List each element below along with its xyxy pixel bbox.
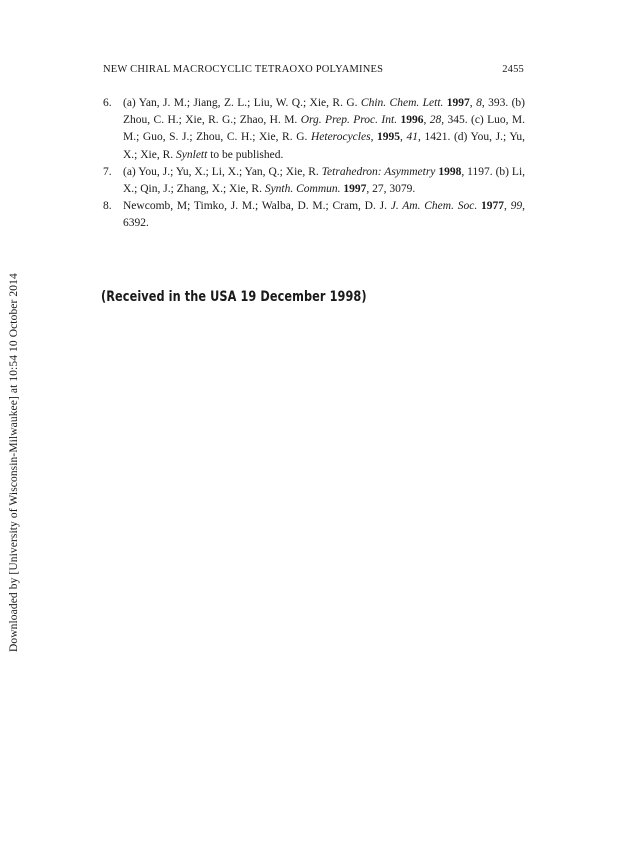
reference-number: 7. (103, 165, 112, 178)
reference-item (103, 198, 525, 232)
reference-segment: Chin. Chem. Lett. (360, 97, 444, 109)
running-head (103, 64, 524, 75)
reference-number: 8. (103, 200, 112, 213)
reference-segment: 8 (476, 97, 482, 109)
reference-number: 6. (103, 97, 112, 109)
reference-item (103, 95, 525, 164)
reference-segment: 1996 (400, 114, 424, 127)
reference-segment: J. Am. Chem. Soc. (390, 200, 478, 213)
reference-segment: , 1197. (b) Li, X.; Qin, J.; Zhang, X.; Xie, R. (123, 165, 526, 196)
reference-segment: , (370, 131, 378, 144)
reference-segment: (a) Yan, J. M.; Jiang, Z. L.; Liu, W. Q.; Xie, R. G. (123, 97, 361, 109)
reference-segment: Synlett (176, 148, 208, 161)
reference-segment: , 1421. (d) You, J.; Yu, X.; Xie, R. (123, 131, 525, 161)
reference-list (103, 95, 525, 233)
reference-segment: (a) You, J.; Yu, X.; Li, X.; Yan, Q.; Xie, R. (123, 165, 322, 178)
page-number: 2455 (502, 64, 524, 75)
reference-segment: , (469, 97, 477, 109)
reference-segment: 1995 (377, 131, 401, 144)
reference-segment: , 6392. (123, 200, 525, 230)
reference-segment: , (400, 131, 407, 144)
reference-text (123, 95, 525, 164)
reference-segment: to be published. (207, 148, 284, 161)
reference-segment: 41 (406, 131, 419, 144)
reference-segment: 1977 (480, 200, 504, 213)
reference-segment: , 393. (b) Zhou, C. H.; Xie, R. G.; Zhao, H. M. (123, 97, 525, 127)
reference-segment: , 345. (c) Luo, M. M.; Guo, S. J.; Zhou, C. H.; Xie, R. G. (123, 114, 526, 144)
reference-item (103, 164, 525, 198)
reference-segment: , 27, 3079. (366, 183, 416, 196)
download-watermark: Downloaded by [University of Wisconsin-Milwaukee] at 10:54 10 October 2014 (8, 273, 20, 652)
article-running-title: NEW CHIRAL MACROCYCLIC TETRAOXO POLYAMINES (103, 64, 384, 75)
reference-segment: Org. Prep. Proc. Int. (300, 114, 398, 127)
reference-segment: Newcomb, M; Timko, J. M.; Walba, D. M.; Cram, D. J. (123, 200, 391, 213)
reference-segment: 1998 (438, 165, 462, 178)
reference-segment: , (423, 114, 430, 127)
reference-segment: 28 (429, 114, 442, 127)
reference-segment: , (503, 200, 511, 213)
reference-segment: Tetrahedron: Asymmetry (321, 165, 436, 178)
reference-segment: Synth. Commun. (264, 183, 341, 196)
received-date-note: (Received in the USA 19 December 1998) (101, 289, 367, 305)
reference-text (123, 198, 525, 232)
reference-segment: 1997 (343, 183, 367, 196)
reference-segment: 1997 (446, 97, 470, 109)
reference-segment: Heterocycles (310, 131, 371, 144)
reference-text (123, 164, 525, 198)
reference-segment: 99 (510, 200, 523, 213)
